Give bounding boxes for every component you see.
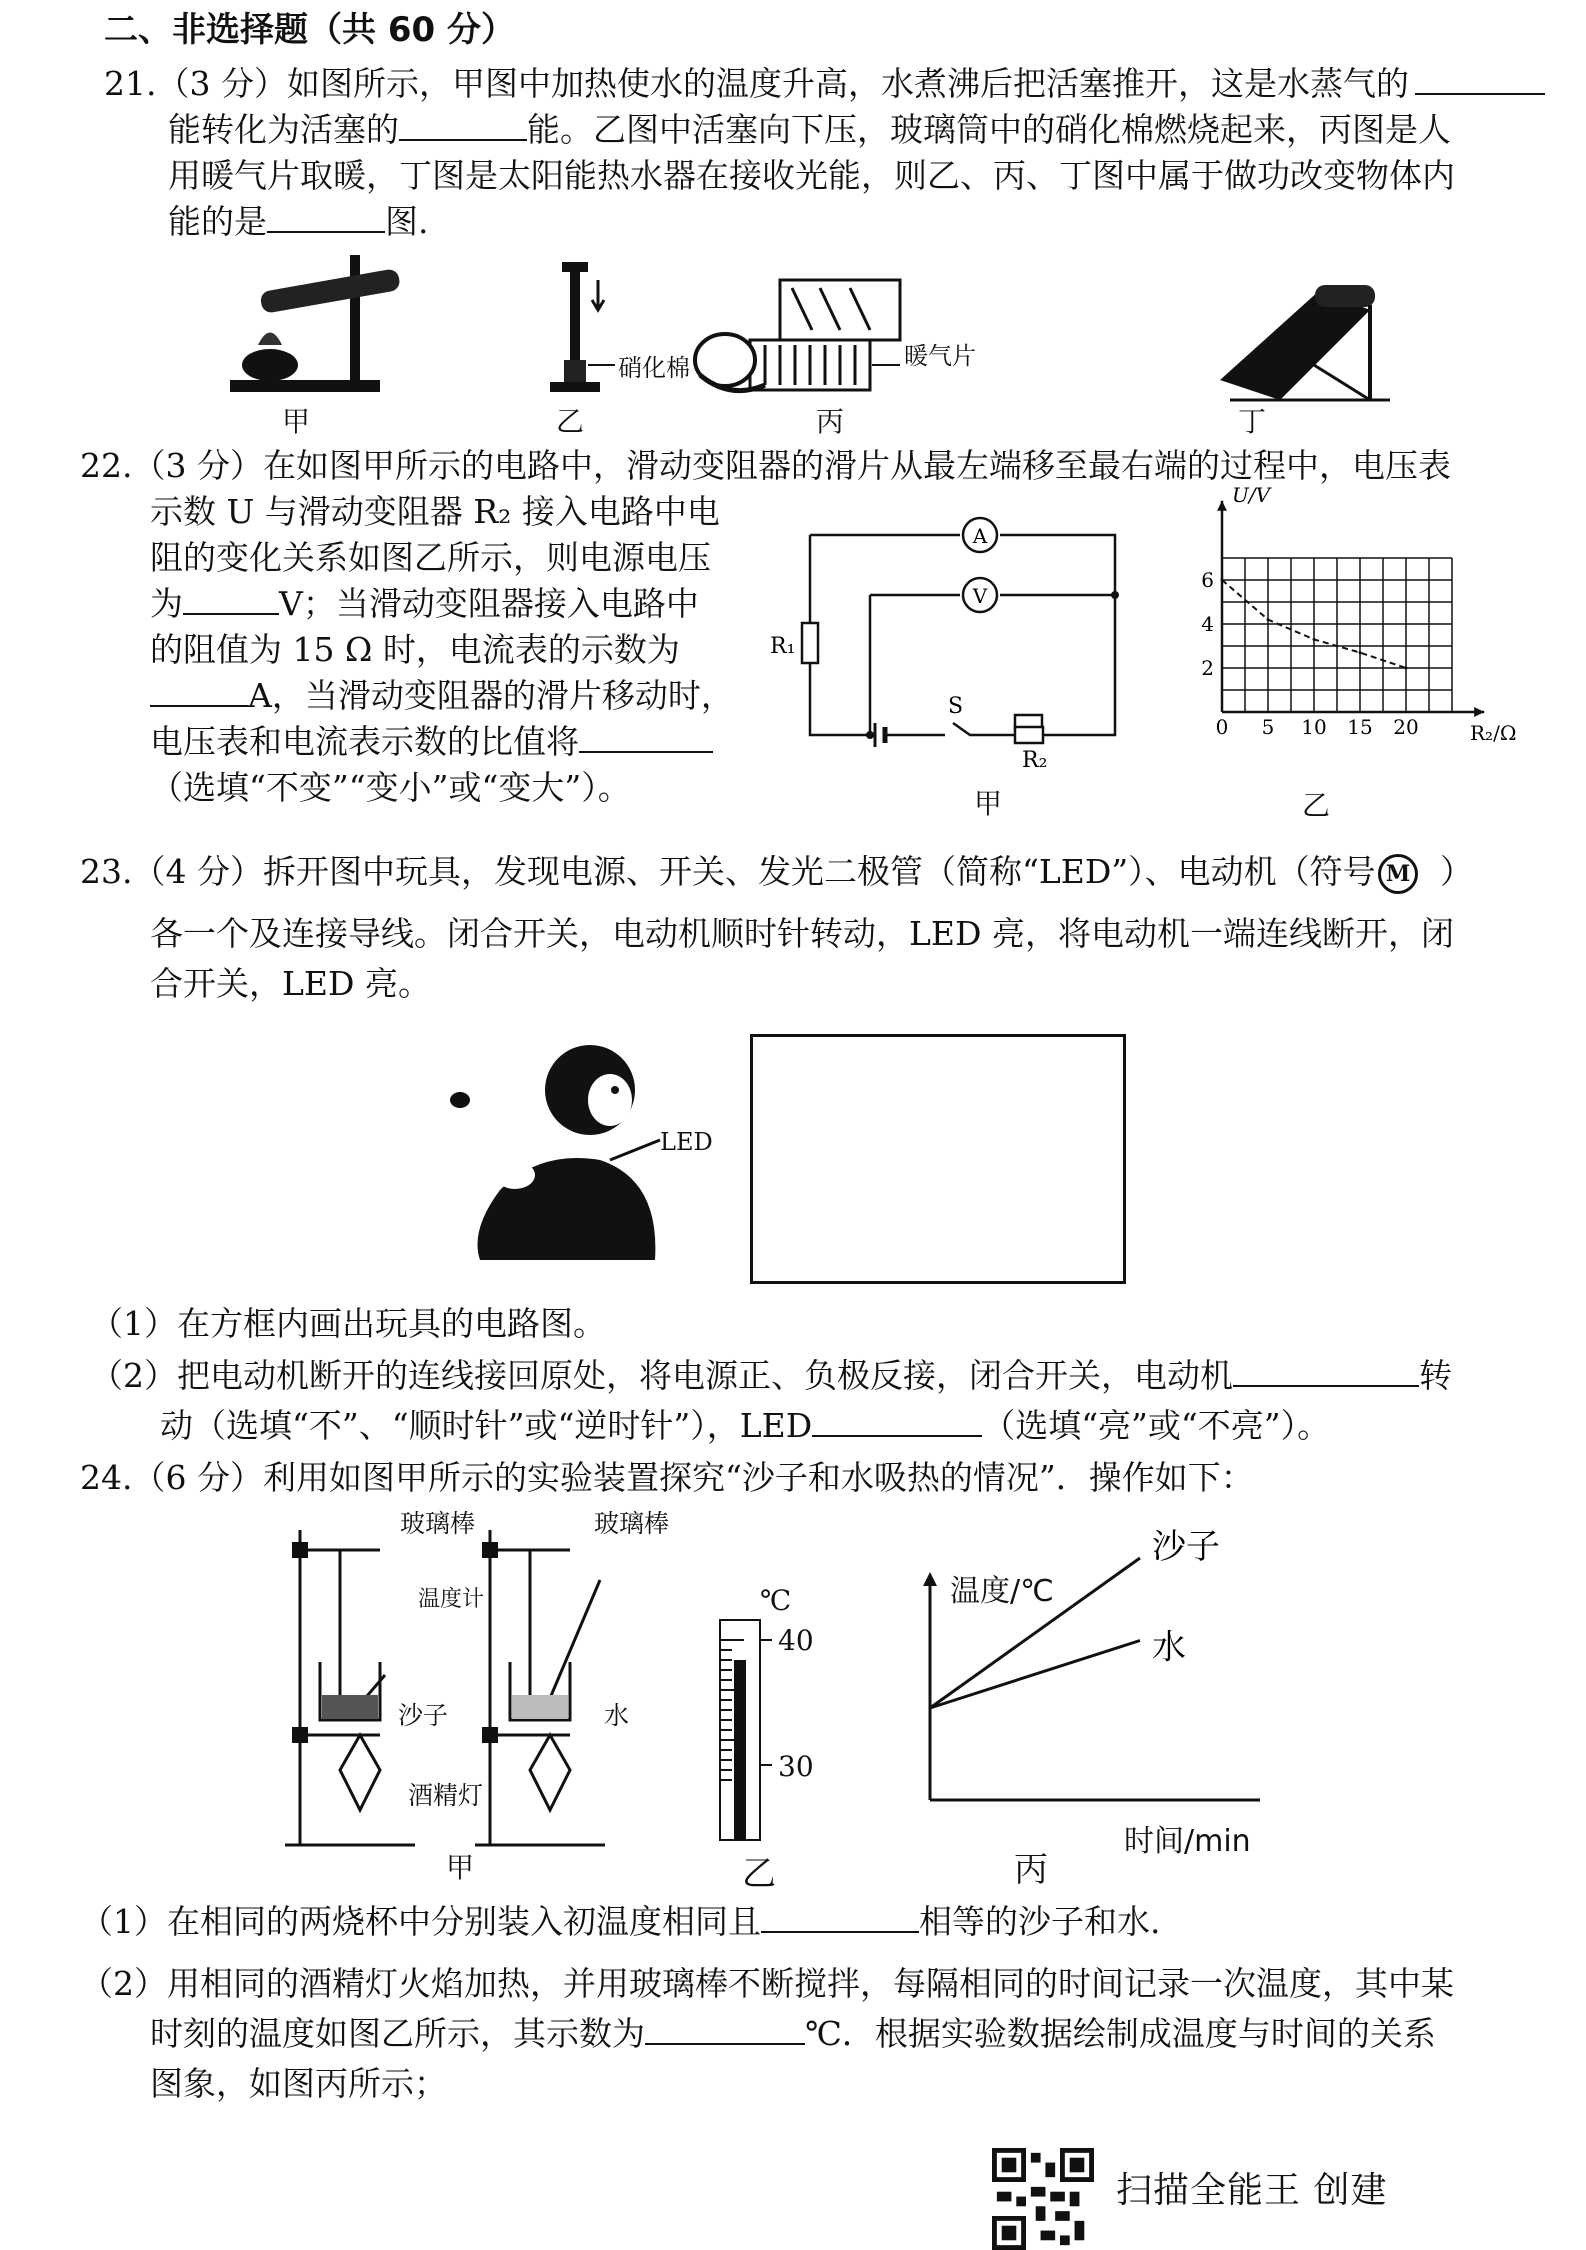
r2-text: R₂	[1022, 748, 1048, 773]
rod1-label: 玻璃棒	[400, 1509, 476, 1538]
fig21-caption-ding: 丁	[1238, 405, 1267, 438]
fig21-caption-yi: 乙	[556, 405, 585, 438]
q22-line5: 的阻值为 15 Ω 时，电流表的示数为	[150, 630, 680, 669]
rheostat-icon	[1015, 727, 1043, 743]
q23-sub2-line2: 动（选填“不”、“顺时针”或“逆时针”），LED （选填“亮”或“不亮”）。	[160, 1406, 1331, 1445]
section-title: 二、非选择题（共 60 分）	[104, 10, 515, 50]
switch-text: S	[948, 694, 964, 719]
motor-symbol-icon: M	[1378, 854, 1418, 894]
x-tick-label: 0	[1215, 715, 1229, 739]
q21-line3: 用暖气片取暖，丁图是太阳能热水器在接收光能，则乙、丙、丁图中属于做功改变物体内	[168, 156, 1455, 195]
scanner-footer: 扫描全能王 创建	[1116, 2170, 1388, 2211]
series-label: 沙子	[1152, 1527, 1220, 1567]
data-point	[1359, 651, 1362, 654]
ammeter-text: A	[972, 524, 988, 548]
q21-line2: 能转化为活塞的 能。乙图中活塞向下压，玻璃筒中的硝化棉燃烧起来，丙图是人	[168, 110, 1451, 149]
y-tick-label: 2	[1201, 656, 1214, 680]
qr-code-icon	[992, 2148, 1094, 2250]
q21-blank-2[interactable]	[399, 109, 527, 141]
fig-fire-piston	[550, 262, 615, 392]
rod2-label: 玻璃棒	[594, 1509, 670, 1538]
q21-line4: 能的是 图.	[168, 202, 429, 241]
q22-line6: A，当滑动变阻器的滑片移动时，	[150, 674, 734, 718]
q23-sub2-line1: （2）把电动机断开的连线接回原处，将电源正、负极反接，闭合开关，电动机 转	[90, 1356, 1452, 1395]
q24-thermometer	[700, 1590, 840, 1850]
q24-blank-1[interactable]	[761, 1901, 919, 1933]
circuit-drawing-box[interactable]	[750, 1034, 1126, 1284]
q21-blank-3[interactable]	[267, 201, 385, 233]
y-axis-label: U/V	[1232, 483, 1271, 507]
q24-blank-2[interactable]	[645, 2013, 805, 2045]
tt-xlabel: 时间/min	[1124, 1824, 1251, 1859]
q23-line3: 合开关，LED 亮。	[150, 964, 431, 1003]
data-point	[1267, 618, 1270, 621]
x-tick-label: 10	[1301, 715, 1327, 739]
voltmeter-text: V	[972, 584, 988, 608]
thermo-mark-30: 30	[778, 1750, 814, 1783]
y-axis-arrow-icon	[1217, 501, 1227, 511]
water-label: 水	[604, 1701, 630, 1730]
data-point	[1221, 579, 1224, 582]
q24-line1: 24.（6 分）利用如图甲所示的实验装置探究“沙子和水吸热的情况”．操作如下：	[80, 1458, 1254, 1497]
toy-monkey-figure	[440, 1040, 690, 1290]
y-tick-label: 4	[1201, 612, 1214, 636]
tt-caption: 丙	[1014, 1850, 1048, 1890]
q22-blank-2[interactable]	[150, 675, 248, 707]
q22-line8: （选填“不变”“变小”或“变大”）。	[150, 768, 631, 807]
x-axis-label: R₂/Ω	[1470, 721, 1517, 745]
q22-line3: 阻的变化关系如图乙所示，则电源电压	[150, 538, 711, 577]
r1-text: R₁	[770, 634, 796, 659]
thermo-unit: ℃	[760, 1584, 792, 1617]
lamp-label: 酒精灯	[408, 1781, 484, 1810]
fig-radiator	[695, 280, 900, 391]
q22-blank-1[interactable]	[183, 583, 279, 615]
fig-heating-tube	[230, 255, 401, 392]
x-axis-arrow-icon	[1474, 707, 1484, 717]
q23-line1: 23.（4 分）拆开图中玩具，发现电源、开关、发光二极管（简称“LED”）、电动机（符号 M ）	[80, 850, 1376, 894]
q23-blank-1[interactable]	[1233, 1355, 1419, 1387]
q21-blank-1[interactable]	[1415, 63, 1545, 95]
resistor-r1-icon	[802, 623, 818, 663]
fig21-caption-bing: 丙	[816, 405, 845, 438]
thermo-mark-40: 40	[778, 1624, 814, 1657]
q24-sub2-line1: （2）用相同的酒精灯火焰加热，并用玻璃棒不断搅拌，每隔相同的时间记录一次温度，其中某	[80, 1964, 1454, 2003]
q22-line1: 22.（3 分）在如图甲所示的电路中，滑动变阻器的滑片从最左端移至最右端的过程中，电压表	[80, 446, 1451, 485]
q22-line7: 电压表和电流表示数的比值将	[150, 720, 713, 764]
q24-sub1: （1）在相同的两烧杯中分别装入初温度相同且 相等的沙子和水.	[80, 1902, 1161, 1941]
q23-blank-2[interactable]	[812, 1405, 982, 1437]
y-axis-arrow-icon	[923, 1572, 937, 1586]
thermometer-label: 温度计	[418, 1587, 485, 1612]
q22-circuit	[760, 505, 1140, 775]
series-label: 水	[1152, 1627, 1186, 1668]
series-line-water	[930, 1641, 1140, 1709]
thermo-caption: 乙	[742, 1854, 776, 1894]
q21-line1: 21.（3 分）如图所示，甲图中加热使水的温度升高，水煮沸后把活塞推开，这是水蒸气的	[104, 62, 1545, 106]
q23-line2: 各一个及连接导线。闭合开关，电动机顺时针转动，LED 亮，将电动机一端连线断开，闭	[150, 914, 1454, 953]
x-tick-label: 20	[1393, 715, 1419, 739]
q22-line4: 为 V；当滑动变阻器接入电路中	[150, 584, 699, 623]
q22-line2: 示数 U 与滑动变阻器 R₂ 接入电路中电	[150, 492, 720, 531]
sand-label: 沙子	[398, 1701, 449, 1730]
cotton-label: 硝化棉	[618, 354, 690, 382]
led-label: LED	[660, 1128, 713, 1156]
q22-graph-caption: 乙	[1302, 789, 1331, 822]
fig21-caption-jia: 甲	[282, 405, 311, 438]
data-point	[1405, 667, 1408, 670]
fig-solar-heater	[1220, 285, 1390, 400]
y-tick-label: 6	[1201, 568, 1214, 592]
x-tick-label: 15	[1347, 715, 1373, 739]
radiator-label: 暖气片	[904, 342, 976, 370]
tt-ylabel: 温度/℃	[950, 1574, 1054, 1609]
q22-circuit-caption: 甲	[974, 787, 1003, 820]
q23-sub1: （1）在方框内画出玩具的电路图。	[90, 1304, 606, 1343]
q24-sub2-line3: 图象，如图丙所示；	[150, 2064, 447, 2103]
q22-blank-3[interactable]	[579, 721, 713, 753]
q24-sub2-line2: 时刻的温度如图乙所示，其示数为 ℃．根据实验数据绘制成温度与时间的关系	[150, 2014, 1436, 2053]
x-tick-label: 5	[1261, 715, 1275, 739]
q22-ur-graph	[1170, 480, 1517, 770]
data-point	[1313, 638, 1316, 641]
q24-apparatus-caption: 甲	[446, 1851, 475, 1884]
